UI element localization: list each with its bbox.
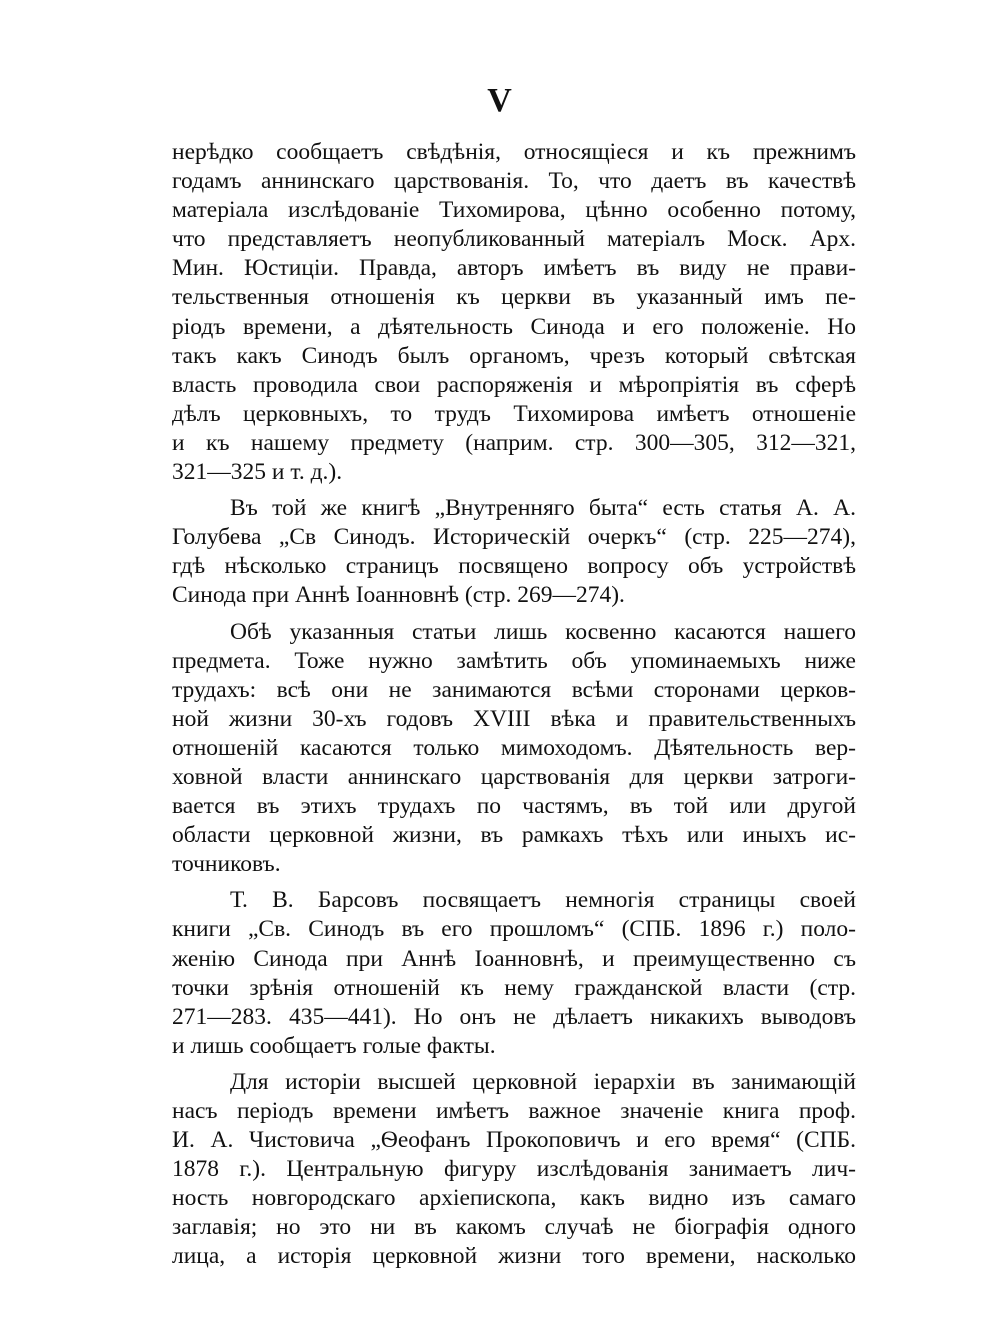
- text-line: нерѣдко сообщаетъ свѣдѣнія, относящіеся и къ прежнимъ: [172, 139, 856, 165]
- text-line: Синода при Аннѣ Іоанновнѣ (стр. 269—274).: [172, 582, 625, 609]
- text-line: области церковной жизни, въ рамкахъ тѣхъ или иныхъ ис-: [172, 822, 856, 849]
- text-line: Обѣ указанныя статьи лишь косвенно касаются нашего: [230, 618, 856, 645]
- text-line: вается въ этихъ трудахъ по частямъ, въ той или другой: [172, 793, 856, 820]
- text-line: и къ нашему предмету (наприм. стр. 300—305, 312—321,: [172, 429, 856, 456]
- text-line: 321—325 и т. д.).: [172, 459, 343, 486]
- text-line: точки зрѣнія отношеній къ нему гражданской власти (стр.: [172, 974, 856, 1001]
- text-line: Мин. Юстиціи. Правда, авторъ имѣетъ въ виду не прави-: [172, 255, 856, 282]
- text-line: Голубева „Св Синодъ. Историческій очеркъ“ (стр. 225—274),: [172, 524, 856, 551]
- text-line: такъ какъ Синодъ былъ органомъ, чрезъ который свѣтская: [172, 342, 856, 369]
- text-line: власть проводила свои распоряженія и мѣропріятія въ сферѣ: [172, 371, 856, 398]
- text-line: тельственныя отношенія къ церкви въ указанный имъ пе-: [172, 284, 856, 311]
- paragraph: [172, 494, 856, 610]
- text-line: лица, а исторія церковной жизни того времени, насколько: [172, 1243, 856, 1270]
- text-line: насъ періодъ времени имѣетъ важное значеніе книга проф.: [172, 1098, 856, 1124]
- text-line: предмета. Тоже нужно замѣтить объ упоминаемыхъ ниже: [172, 647, 856, 674]
- text-line: ріодъ времени, а дѣятельность Синода и его положеніе. Но: [172, 313, 856, 340]
- text-line: женію Синода при Аннѣ Іоанновнѣ, и преимущественно съ: [172, 945, 856, 972]
- text-line: и лишь сообщаетъ голые факты.: [172, 1032, 496, 1059]
- text-line: 1878 г.). Центральную фигуру изслѣдованія занимаетъ лич-: [172, 1156, 856, 1183]
- text-line: И. А. Чистовича „Ѳеофанъ Прокоповичъ и его время“ (СПБ.: [172, 1127, 856, 1154]
- paragraph: [172, 886, 856, 1061]
- text-line: трудахъ: всѣ они не занимаются всѣми сторонами церков-: [172, 676, 856, 703]
- text-line: 271—283. 435—441). Но онъ не дѣлаетъ никакихъ выводовъ: [172, 1003, 856, 1030]
- body-text: [172, 138, 856, 1272]
- text-line: ность новгородскаго архіепископа, какъ видно изъ самаго: [172, 1185, 856, 1212]
- text-line: точниковъ.: [172, 851, 281, 878]
- text-line: дѣлъ церковныхъ, то трудъ Тихомирова имѣетъ отношеніе: [172, 400, 856, 427]
- text-line: ховной власти аннинскаго царствованія для церкви затроги-: [172, 763, 856, 790]
- text-line: Въ той же книгѣ „Внутренняго быта“ есть статья А. А.: [230, 495, 856, 522]
- text-line: что представляетъ неопубликованный матеріалъ Моск. Арх.: [172, 226, 856, 253]
- page-number: V: [487, 82, 513, 119]
- paragraph: [172, 618, 856, 880]
- paragraph: [172, 138, 856, 487]
- text-line: отношеній касаются только мимоходомъ. Дѣятельность вер-: [172, 734, 856, 761]
- text-line: заглавія; но это ни въ какомъ случаѣ не біографія одного: [172, 1214, 856, 1241]
- text-line: годамъ аннинскаго царствованія. То, что даетъ въ качествѣ: [172, 168, 856, 195]
- text-line: книги „Св. Синодъ въ его прошломъ“ (СПБ. 1896 г.) поло-: [172, 916, 856, 943]
- text-line: Т. В. Барсовъ посвящаетъ немногія страницы своей: [230, 887, 856, 914]
- paragraph: [172, 1068, 856, 1272]
- text-line: матеріала изслѣдованіе Тихомирова, цѣнно особенно потому,: [172, 197, 856, 224]
- text-line: ной жизни 30-хъ годовъ XVIII вѣка и правительственныхъ: [172, 705, 856, 732]
- text-line: Для исторіи высшей церковной іерархіи въ занимающій: [230, 1068, 856, 1095]
- text-line: гдѣ нѣсколько страницъ посвящено вопросу объ устройствѣ: [172, 553, 856, 580]
